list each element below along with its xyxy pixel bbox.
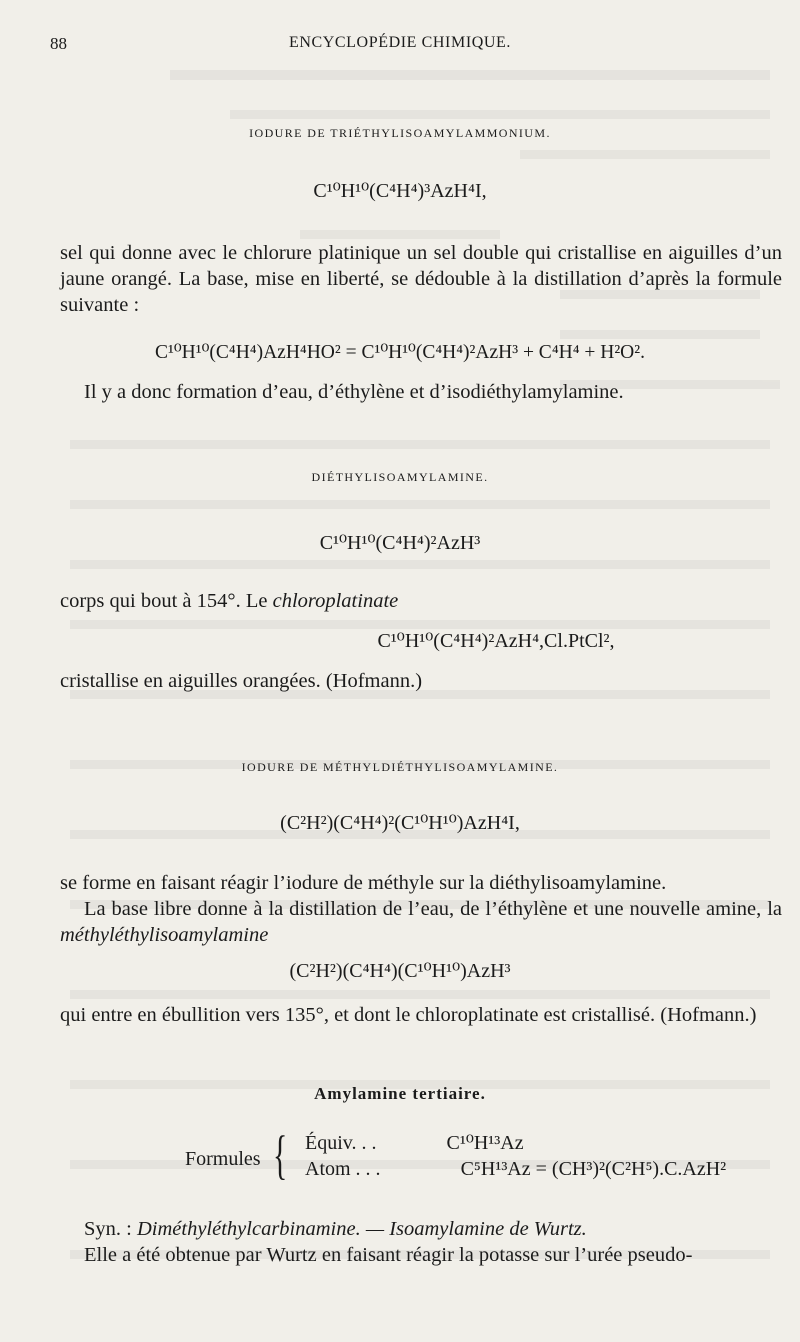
running-header [0, 34, 800, 58]
formula-row-equiv [305, 1130, 524, 1155]
formulas-label: Formules [185, 1148, 261, 1170]
equation-distillation: C¹⁰H¹⁰(C⁴H⁴)AzH⁴HO² = C¹⁰H¹⁰(C⁴H⁴)²AzH³ + C⁴H⁴ + H²O². [155, 342, 645, 363]
term-chloroplatinate: chloroplatinate [272, 590, 399, 612]
section-heading-methyldiethylisoamylamine: IODURE DE MÉTHYLDIÉTHYLISOAMYLAMINE. [241, 760, 559, 774]
section-heading-triethylisoamylammonium: IODURE DE TRIÉTHYLISOAMYLAMMONIUM. [249, 126, 551, 140]
page-number: 88 [50, 34, 67, 53]
paragraph-synonyms [60, 1216, 782, 1242]
section-heading-amylamine-tertiaire: Amylamine tertiaire. [314, 1084, 486, 1103]
section-heading-diethylisoamylamine: DIÉTHYLISOAMYLAMINE. [311, 470, 489, 484]
syn-value: Diméthyléthylcarbinamine. — Isoamylamine de Wurtz. [136, 1218, 587, 1240]
formula-chloroplatinate: C¹⁰H¹⁰(C⁴H⁴)²AzH⁴,Cl.PtCl², [377, 630, 615, 652]
formula-diethylisoamylamine: C¹⁰H¹⁰(C⁴H⁴)²AzH³ [319, 532, 481, 554]
paragraph-platinic-salt: sel qui donne avec le chlorure platinique un sel double qui cristallise en aiguilles d’un jaune orangé. La base, mise en liberté, se dédouble à la distillation d’après la formule suivante : [60, 242, 782, 316]
atom-value: C⁵H¹³Az = (CH³)²(C²H⁵).C.AzH² [460, 1158, 727, 1180]
equiv-value: C¹⁰H¹³Az [446, 1132, 524, 1154]
text-boiling: corps qui bout à 154°. Le [60, 590, 273, 612]
formula-triethylisoamylammonium: C¹⁰H¹⁰(C⁴H⁴)³AzH⁴I, [313, 180, 487, 202]
brace-icon: { [273, 1125, 288, 1185]
paragraph-crystallise: cristallise en aiguilles orangées. (Hofmann.) [60, 670, 423, 692]
formula-methyldiethylisoamylamine-iodide: (C²H²)(C⁴H⁴)²(C¹⁰H¹⁰)AzH⁴I, [280, 812, 520, 834]
text-free-base: La base libre donne à la distillation de l’eau, de l’éthylène et une nouvelle amine, la [84, 898, 782, 920]
paragraph-free-base [60, 896, 782, 948]
paragraph-wurtz: Elle a été obtenue par Wurtz en faisant réagir la potasse sur l’urée pseudo- [84, 1244, 693, 1266]
term-methylethylisoamylamine: méthyléthylisoamylamine [60, 924, 269, 946]
paragraph-formation: se forme en faisant réagir l’iodure de méthyle sur la diéthylisoamylamine. [60, 872, 667, 894]
formulas-block [185, 1125, 765, 1186]
paragraph-boiling-point [60, 588, 782, 614]
atom-label: Atom . . . [305, 1158, 381, 1180]
syn-label: Syn. : [84, 1218, 137, 1240]
paragraph-ebullition: qui entre en ébullition vers 135°, et dont le chloroplatinate est cristallisé. (Hofmann.) [60, 1004, 757, 1026]
formula-methylethylisoamylamine: (C²H²)(C⁴H⁴)(C¹⁰H¹⁰)AzH³ [289, 960, 511, 982]
paragraph-conclusion: Il y a donc formation d’eau, d’éthylène et d’isodiéthylamylamine. [84, 381, 624, 403]
formula-row-atom [305, 1158, 726, 1181]
running-title: ENCYCLOPÉDIE CHIMIQUE. [288, 34, 512, 51]
equiv-label: Équiv. . . [305, 1132, 377, 1154]
